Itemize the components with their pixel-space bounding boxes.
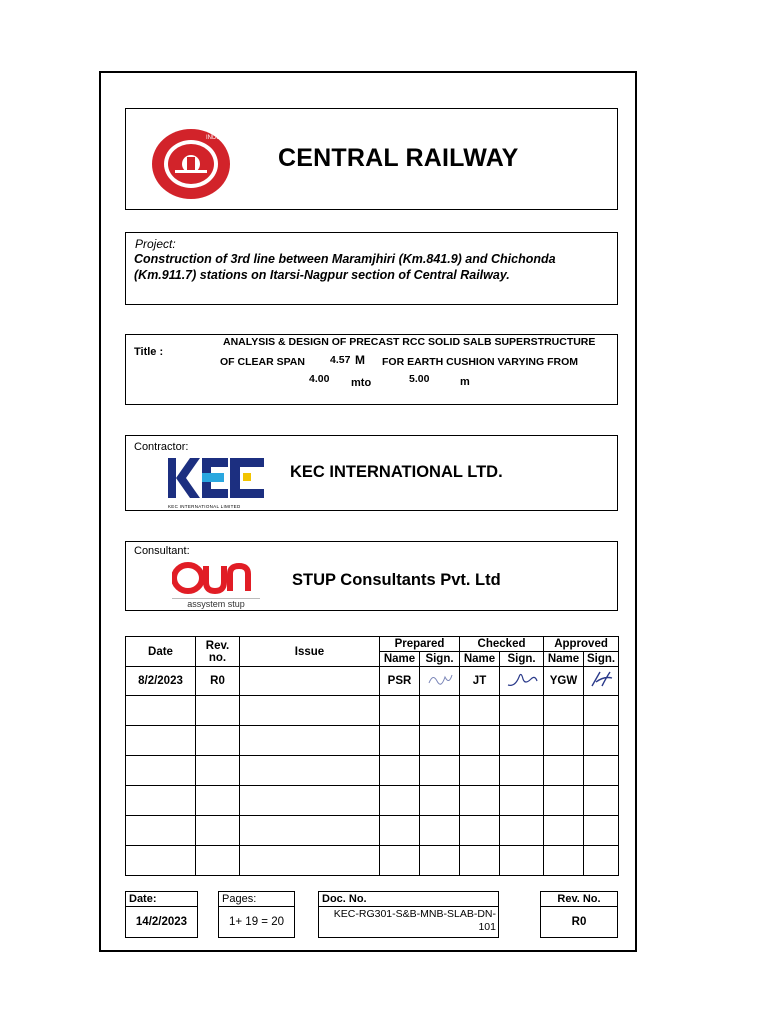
table-cell (380, 726, 420, 756)
contractor-name: KEC INTERNATIONAL LTD. (290, 463, 503, 481)
table-cell (500, 756, 544, 786)
footer-pages-label: Pages: (219, 892, 294, 907)
table-cell (460, 786, 500, 816)
indian-railways-logo (150, 127, 232, 201)
table-row (126, 786, 619, 816)
table-cell (544, 786, 584, 816)
footer-rev-no (540, 891, 618, 938)
col-checked: Checked (460, 637, 544, 652)
col-prepared-sign: Sign. (420, 652, 460, 667)
table-cell (460, 696, 500, 726)
table-cell (240, 846, 380, 876)
table-cell (196, 756, 240, 786)
table-cell (460, 756, 500, 786)
title-line-2-suffix: FOR EARTH CUSHION VARYING FROM (382, 356, 578, 368)
table-row (126, 667, 619, 696)
checked-signature (505, 669, 539, 691)
table-cell (240, 756, 380, 786)
table-cell (500, 786, 544, 816)
table-cell (196, 726, 240, 756)
table-cell (240, 816, 380, 846)
col-approved: Approved (544, 637, 619, 652)
table-cell (584, 846, 619, 876)
col-approved-name: Name (544, 652, 584, 667)
table-cell (544, 696, 584, 726)
row-checked-name: JT (460, 667, 500, 696)
cushion-mto: mto (351, 377, 372, 389)
table-cell (420, 846, 460, 876)
row-approved-name: YGW (544, 667, 584, 696)
table-cell (500, 846, 544, 876)
table-cell (196, 846, 240, 876)
title-line-1: ANALYSIS & DESIGN OF PRECAST RCC SOLID SALB SUPERSTRUCTURE (223, 336, 596, 348)
row-issue (240, 667, 380, 696)
footer-doc-value-line-2: 101 (478, 921, 496, 933)
row-prepared-sign (420, 667, 460, 696)
table-cell (584, 756, 619, 786)
approved-signature (586, 668, 616, 692)
table-row (126, 726, 619, 756)
row-rev: R0 (196, 667, 240, 696)
kec-logo-subtitle: KEC INTERNATIONAL LIMITED (168, 504, 241, 509)
title-label: Title : (134, 346, 164, 358)
row-approved-sign (584, 667, 619, 696)
table-cell (126, 816, 196, 846)
table-row (126, 756, 619, 786)
table-cell (584, 816, 619, 846)
stup-logo-mark (172, 562, 260, 594)
table-cell (460, 816, 500, 846)
table-cell (126, 756, 196, 786)
footer-date-value: 14/2/2023 (135, 916, 188, 928)
table-cell (500, 726, 544, 756)
col-issue: Issue (240, 637, 380, 667)
col-date: Date (126, 637, 196, 667)
table-row (126, 846, 619, 876)
prepared-signature (425, 669, 455, 691)
table-cell (380, 816, 420, 846)
table-cell (380, 756, 420, 786)
table-cell (240, 786, 380, 816)
table-cell (544, 756, 584, 786)
table-cell (196, 786, 240, 816)
footer-pages-value: 1+ 19 = 20 (229, 916, 284, 928)
table-cell (420, 726, 460, 756)
table-cell (460, 846, 500, 876)
table-cell (380, 846, 420, 876)
table-row (126, 696, 619, 726)
table-cell (420, 756, 460, 786)
footer-pages (218, 891, 295, 938)
cushion-to-value: 5.00 (409, 373, 430, 385)
project-label: Project: (135, 237, 176, 251)
svg-text:INDIAN: INDIAN (206, 135, 227, 141)
table-cell (420, 696, 460, 726)
footer-date (125, 891, 198, 938)
table-cell (500, 696, 544, 726)
table-cell (544, 846, 584, 876)
footer-doc-value-line-1: KEC-RG301-S&B-MNB-SLAB-DN- (333, 908, 496, 920)
col-checked-sign: Sign. (500, 652, 544, 667)
table-cell (126, 846, 196, 876)
contractor-label: Contractor: (134, 441, 189, 453)
table-cell (584, 726, 619, 756)
stup-logo (172, 562, 260, 609)
col-checked-name: Name (460, 652, 500, 667)
col-rev: Rev. no. (196, 637, 240, 667)
table-cell (126, 726, 196, 756)
col-prepared: Prepared (380, 637, 460, 652)
table-cell (420, 816, 460, 846)
table-row (126, 816, 619, 846)
table-cell (584, 786, 619, 816)
span-unit: M (355, 353, 365, 367)
row-prepared-name: PSR (380, 667, 420, 696)
table-cell (544, 726, 584, 756)
kec-logo-mark (168, 458, 264, 498)
table-cell (380, 696, 420, 726)
table-cell (126, 786, 196, 816)
consultant-label: Consultant: (134, 545, 190, 557)
table-cell (460, 726, 500, 756)
consultant-name: STUP Consultants Pvt. Ltd (292, 571, 501, 589)
footer-doc-label: Doc. No. (319, 892, 498, 907)
col-prepared-name: Name (380, 652, 420, 667)
table-cell (240, 696, 380, 726)
table-cell (126, 696, 196, 726)
table-cell (500, 816, 544, 846)
title-line-2-prefix: OF CLEAR SPAN (220, 356, 305, 368)
kec-logo (168, 458, 264, 509)
footer-doc-no (318, 891, 499, 938)
footer-rev-value: R0 (571, 916, 587, 928)
footer-rev-label: Rev. No. (541, 892, 617, 907)
revision-table (125, 636, 619, 876)
table-cell (380, 786, 420, 816)
footer-date-label: Date: (126, 892, 197, 907)
cushion-from-value: 4.00 (309, 373, 330, 385)
table-cell (420, 786, 460, 816)
span-value: 4.57 (330, 354, 351, 366)
empty-rows (126, 696, 619, 876)
page-title: CENTRAL RAILWAY (278, 144, 519, 172)
row-date: 8/2/2023 (126, 667, 196, 696)
row-checked-sign (500, 667, 544, 696)
col-approved-sign: Sign. (584, 652, 619, 667)
table-cell (240, 726, 380, 756)
project-text: Construction of 3rd line between Maramjhiri (Km.841.9) and Chichonda (Km.911.7) stations on Itarsi-Nagpur section of Central Railway. (134, 252, 556, 282)
table-cell (196, 696, 240, 726)
table-cell (196, 816, 240, 846)
table-cell (544, 816, 584, 846)
stup-logo-subtitle: assystem stup (172, 598, 260, 609)
table-cell (584, 696, 619, 726)
cushion-to-unit: m (460, 376, 470, 388)
